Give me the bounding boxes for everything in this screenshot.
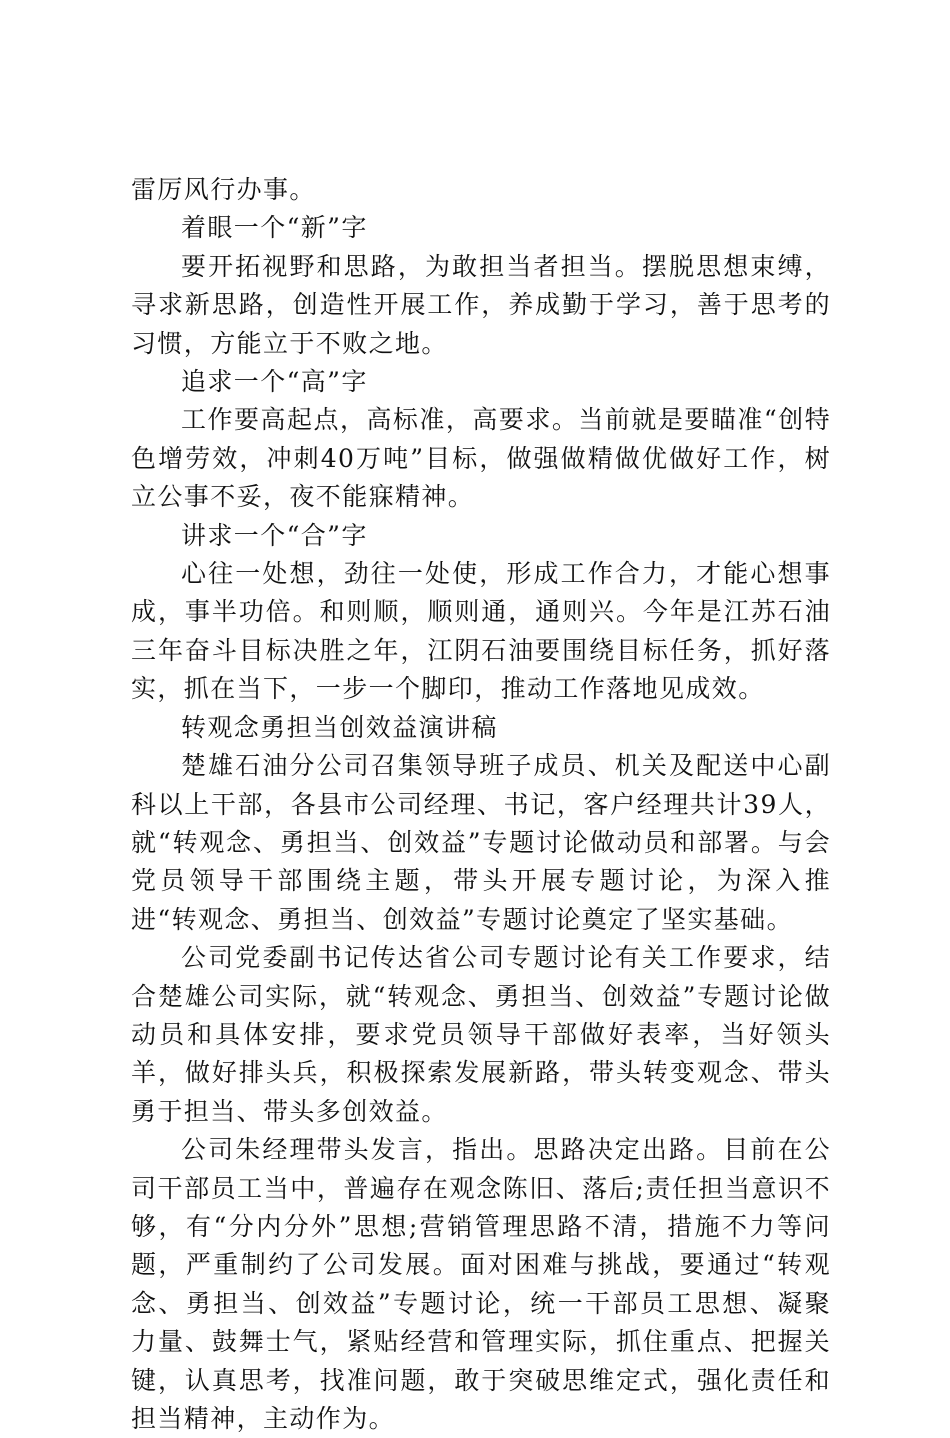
section-heading-new: 着眼一个“新”字	[181, 213, 368, 243]
section-heading-high: 追求一个“高”字	[181, 367, 368, 397]
paragraph: 工作要高起点，高标准，高要求。当前就是要瞄准“创特色增劳效，冲刺40万吨”目标，做强做精做优做好工作，树立公事不妥，夜不能寐精神。	[131, 405, 831, 512]
paragraph: 要开拓视野和思路，为敢担当者担当。摆脱思想束缚，寻求新思路，创造性开展工作，养成勤于学习，善于思考的习惯，方能立于不败之地。	[131, 251, 831, 358]
document-body	[131, 171, 831, 1438]
paragraph: 公司朱经理带头发言，指出。思路决定出路。目前在公司干部员工当中，普遍存在观念陈旧、落后;责任担当意识不够，有“分内分外”思想;营销管理思路不清，措施不力等问题，严重制约了公司发展。面对困难与挑战，要通过“转观念、勇担当、创效益”专题讨论，统一干部员工思想、凝聚力量、鼓舞士气，紧贴经营和管理实际，抓住重点、把握关键，认真思考，找准问题，敢于突破思维定式，强化责任和担当精神，主动作为。	[131, 1135, 831, 1433]
paragraph: 公司党委副书记传达省公司专题讨论有关工作要求，结合楚雄公司实际，就“转观念、勇担当、创效益”专题讨论做动员和具体安排，要求党员领导干部做好表率，当好领头羊，做好排头兵，积极探索发展新路，带头转变观念、带头勇于担当、带头多创效益。	[131, 943, 831, 1126]
paragraph: 楚雄石油分公司召集领导班子成员、机关及配送中心副科以上干部，各县市公司经理、书记，客户经理共计39人，就“转观念、勇担当、创效益”专题讨论做动员和部署。与会党员领导干部围绕主题，带头开展专题讨论，为深入推进“转观念、勇担当、创效益”专题讨论奠定了坚实基础。	[131, 751, 831, 934]
paragraph: 心往一处想，劲往一处使，形成工作合力，才能心想事成，事半功倍。和则顺，顺则通，通则兴。今年是江苏石油三年奋斗目标决胜之年，江阴石油要围绕目标任务，抓好落实，抓在当下，一步一个脚印，推动工作落地见成效。	[131, 559, 831, 704]
paragraph-continuation: 雷厉风行办事。	[131, 175, 316, 204]
section-heading-unity: 讲求一个“合”字	[181, 520, 368, 550]
speech-title: 转观念勇担当创效益演讲稿	[181, 712, 498, 742]
